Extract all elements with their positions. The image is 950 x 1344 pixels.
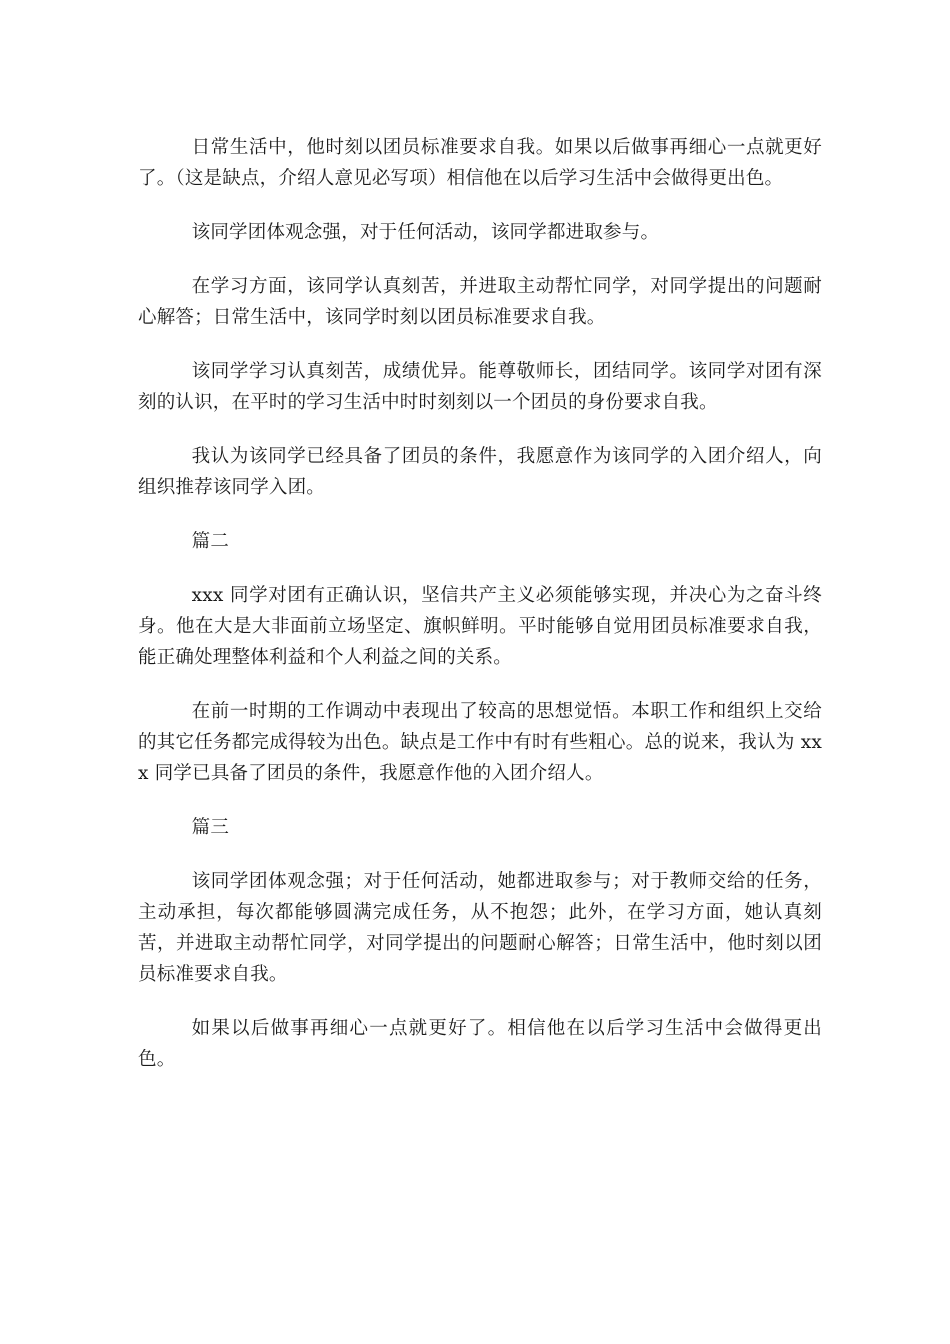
section2-paragraph-1: xxx 同学对团有正确认识，坚信共产主义必须能够实现，并决心为之奋斗终身。他在大是大非面前立场坚定、旗帜鲜明。平时能够自觉用团员标准要求自我，能正确处理整体利益和个人利益之间的关系。 (138, 585, 822, 668)
section3-paragraph-1: 该同学团体观念强；对于任何活动，她都进取参与；对于教师交给的任务，主动承担，每次都能够圆满完成任务，从不抱怨；此外，在学习方面，她认真刻苦，并进取主动帮忙同学，对同学提出的问题耐心解答；日常生活中，他时刻以团员标准要求自我。 (138, 871, 822, 985)
section-heading-3: 篇三 (191, 817, 230, 838)
paragraph-1: 日常生活中，他时刻以团员标准要求自我。如果以后做事再细心一点就更好了。（这是缺点，介绍人意见必写项）相信他在以后学习生活中会做得更出色。 (138, 137, 822, 189)
paragraph-5: 我认为该同学已经具备了团员的条件，我愿意作为该同学的入团介绍人，向组织推荐该同学入团。 (138, 446, 822, 498)
section-heading-2: 篇二 (191, 531, 230, 552)
paragraph-3: 在学习方面，该同学认真刻苦，并进取主动帮忙同学，对同学提出的问题耐心解答；日常生活中，该同学时刻以团员标准要求自我。 (138, 276, 822, 328)
paragraph-4: 该同学学习认真刻苦，成绩优异。能尊敬师长，团结同学。该同学对团有深刻的认识，在平时的学习生活中时时刻刻以一个团员的身份要求自我。 (138, 361, 822, 413)
section3-paragraph-2: 如果以后做事再细心一点就更好了。相信他在以后学习生活中会做得更出色。 (138, 1018, 822, 1070)
paragraph-2: 该同学团体观念强，对于任何活动，该同学都进取参与。 (191, 222, 660, 243)
document-body (138, 132, 822, 1098)
section2-paragraph-2: 在前一时期的工作调动中表现出了较高的思想觉悟。本职工作和组织上交给的其它任务都完成得较为出色。缺点是工作中有时有些粗心。总的说来，我认为 xxx 同学已具备了团员的条件，我愿意作他的入团介绍人。 (138, 701, 822, 784)
